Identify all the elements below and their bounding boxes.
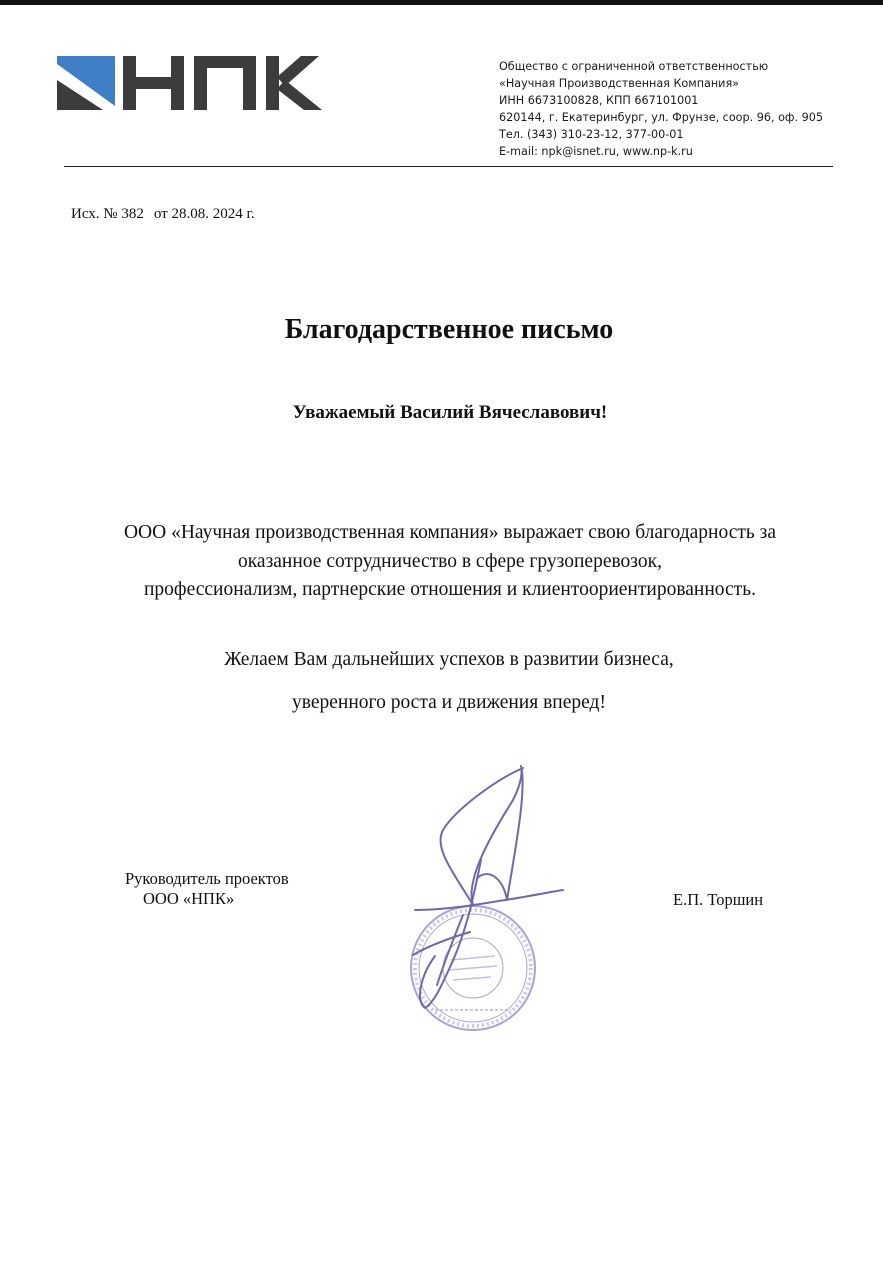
ref-number: Исх. № 382 — [71, 206, 144, 222]
wish-line-2: уверенного роста и движения вперед! — [292, 692, 606, 713]
signatory-role: Руководитель проектов — [125, 869, 289, 888]
body-line: ООО «Научная производственная компания» выражает свою благодарность за — [123, 522, 777, 543]
body-line: профессионализм, партнерские отношения и клиентоориентированность. — [144, 579, 756, 600]
company-info-line: 620144, г. Екатеринбург, ул. Фрунзе, соор. 96, оф. 905 — [499, 111, 823, 124]
company-info-line: E-mail: npk@isnet.ru, www.np-k.ru — [499, 145, 693, 158]
company-info-line: ИНН 6673100828, КПП 667101001 — [499, 94, 699, 107]
signatory-block — [125, 869, 289, 909]
outgoing-reference — [71, 206, 255, 223]
company-stamp — [411, 906, 535, 1030]
company-info-line: Общество с ограниченной ответственностью — [499, 60, 769, 73]
header-divider — [64, 166, 833, 167]
company-logo — [57, 56, 322, 112]
salutation: Уважаемый Василий Вячеславович! — [292, 402, 608, 423]
company-info-line: «Научная Производственная Компания» — [499, 77, 740, 90]
company-requisites — [499, 58, 869, 160]
handwritten-signature — [413, 766, 563, 1008]
letter-body — [0, 519, 883, 605]
stamp-and-signature — [395, 760, 575, 1045]
signatory-name: Е.П. Торшин — [673, 890, 764, 909]
body-line: оказанное сотрудничество в сфере грузоперевозок, — [237, 550, 662, 572]
company-info-line: Тел. (343) 310-23-12, 377-00-01 — [499, 128, 684, 141]
wish-line-1: Желаем Вам дальнейших успехов в развитии бизнеса, — [224, 649, 674, 670]
letter-title: Благодарственное письмо — [284, 314, 614, 345]
top-edge-bar — [0, 0, 883, 5]
signatory-organization: ООО «НПК» — [143, 889, 235, 908]
ref-date: от 28.08. 2024 г. — [153, 206, 255, 222]
